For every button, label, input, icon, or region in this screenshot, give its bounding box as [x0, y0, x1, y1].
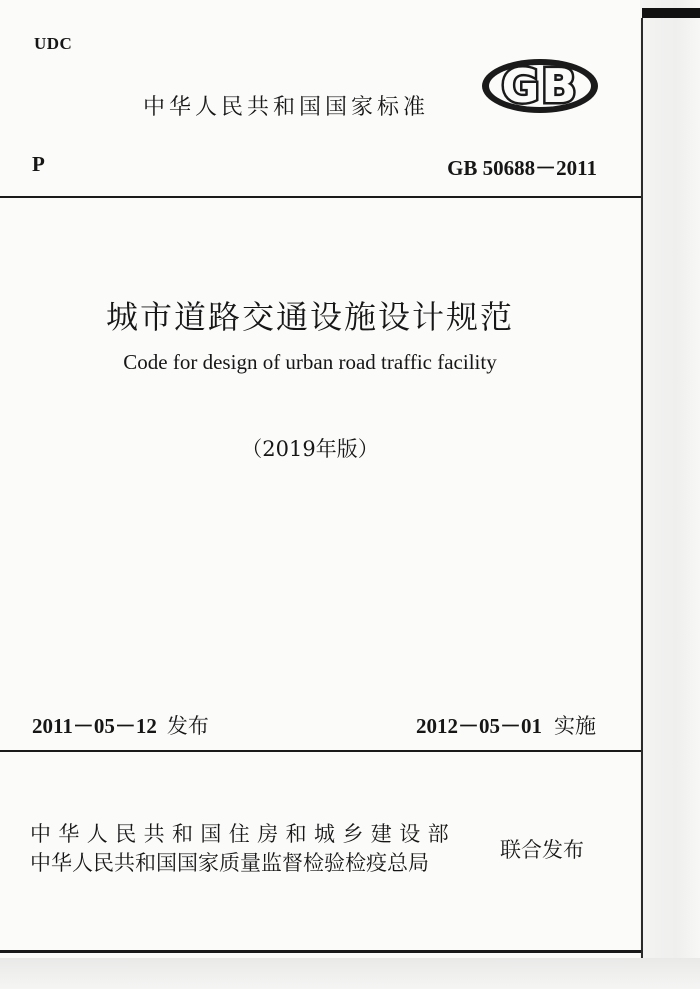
- implement-date-block: [416, 710, 596, 740]
- category-code: P: [32, 152, 45, 176]
- divider-middle: [0, 750, 641, 752]
- udc-label: UDC: [34, 34, 73, 53]
- scan-edge-mark: [642, 8, 700, 18]
- gb-logo-text: GB: [501, 59, 579, 113]
- gb-logo: [480, 56, 600, 116]
- issuer-line-2: 中华人民共和国国家质量监督检验检疫总局: [30, 851, 429, 875]
- title-english: Code for design of urban road traffic facility: [123, 350, 497, 374]
- standard-code: GB 50688－2011: [447, 156, 597, 180]
- issue-date-block: [32, 710, 209, 740]
- issue-date: 2011－05－12: [32, 714, 157, 738]
- implement-label: 实施: [554, 714, 596, 738]
- scan-edge: [640, 0, 700, 989]
- divider-top: [0, 196, 641, 198]
- implement-date: 2012－05－01: [416, 714, 542, 738]
- issuer-line-1: 中华人民共和国住房和城乡建设部: [30, 822, 456, 846]
- divider-bottom: [0, 950, 641, 953]
- page-border-right: [641, 18, 643, 958]
- edition-label: （2019年版）: [241, 437, 379, 461]
- scan-edge-bottom: [0, 958, 700, 989]
- title-chinese: 城市道路交通设施设计规范: [105, 298, 514, 336]
- joint-release-label: 联合发布: [500, 838, 584, 862]
- issue-label: 发布: [166, 714, 209, 738]
- standard-name: 中华人民共和国国家标准: [143, 95, 430, 120]
